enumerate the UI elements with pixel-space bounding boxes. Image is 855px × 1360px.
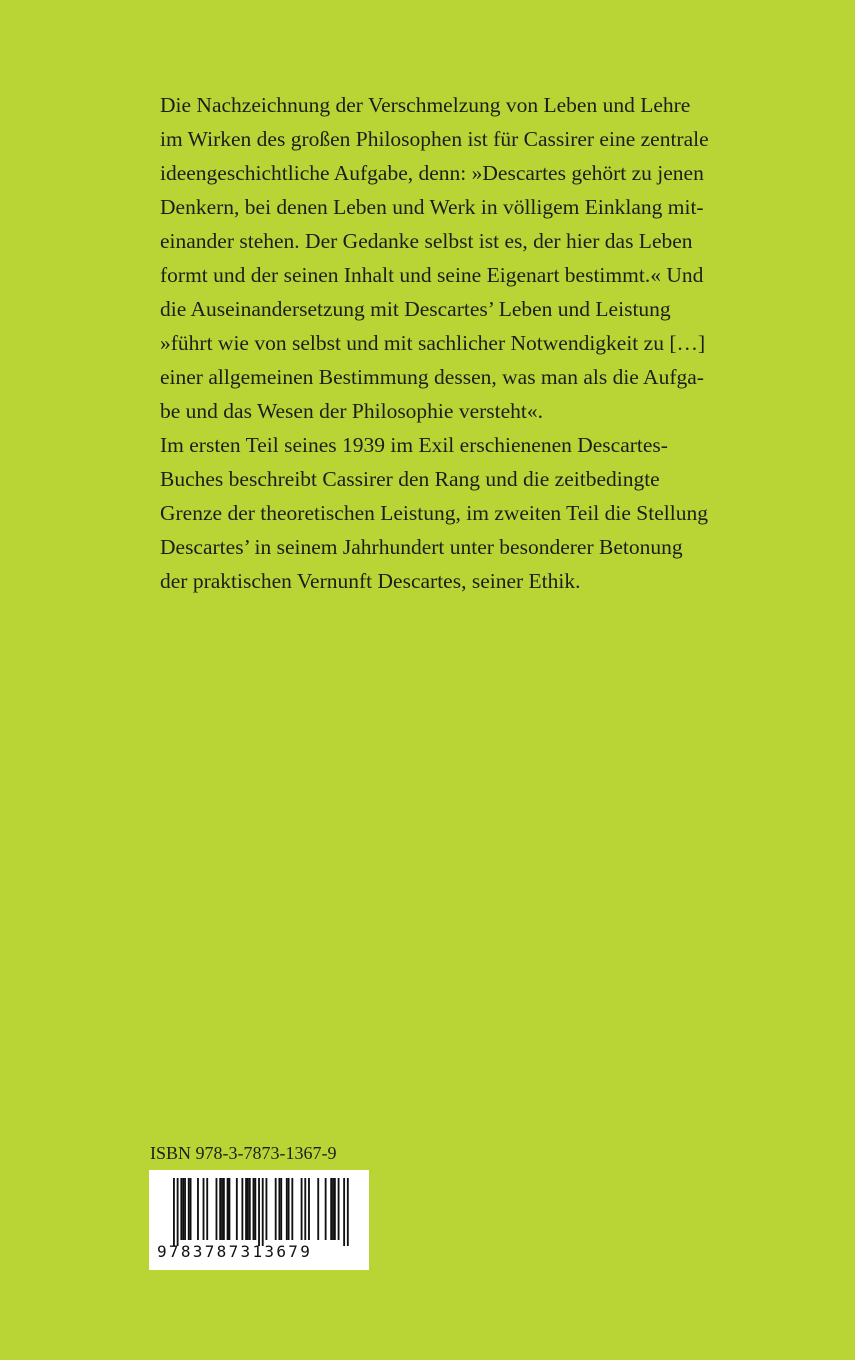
barcode-bar <box>227 1178 229 1240</box>
blurb-text <box>160 88 800 598</box>
barcode-bar <box>280 1178 282 1240</box>
blurb-line: »führt wie von selbst und mit sachlicher Notwendigkeit zu […] <box>160 331 706 355</box>
barcode-bar <box>338 1178 340 1240</box>
barcode-bar <box>184 1178 186 1240</box>
blurb-line: Denkern, bei denen Leben und Werk in völligem Einklang mit- <box>160 195 704 219</box>
blurb-line: be und das Wesen der Philosophie versteht«. <box>160 399 544 423</box>
barcode-bar <box>332 1178 334 1240</box>
barcode-bar <box>203 1178 205 1240</box>
barcode-bar <box>197 1178 199 1240</box>
barcode-bar <box>236 1178 238 1240</box>
barcode-bar <box>173 1178 175 1246</box>
barcode-bar <box>308 1178 310 1240</box>
blurb-line: Descartes’ in seinem Jahrhundert unter besonderer Betonung <box>160 535 683 559</box>
barcode-bar <box>275 1178 277 1240</box>
barcode-bar <box>266 1178 268 1240</box>
barcode-bar <box>253 1178 255 1240</box>
barcode-bar <box>177 1178 179 1246</box>
blurb-line: ideengeschichtliche Aufgabe, denn: »Descartes gehört zu jenen <box>160 161 704 185</box>
blurb-line: die Auseinandersetzung mit Descartes’ Leben und Leistung <box>160 297 671 321</box>
barcode-bar <box>286 1178 288 1240</box>
barcode-bar <box>219 1178 221 1240</box>
barcode-bar <box>229 1178 231 1240</box>
blurb-line: Buches beschreibt Cassirer den Rang und die zeitbedingte <box>160 467 660 491</box>
barcode-bar <box>301 1178 303 1240</box>
barcode-bar <box>334 1178 336 1240</box>
blurb-line: Im ersten Teil seines 1939 im Exil erschienenen Descartes- <box>160 433 668 457</box>
blurb-line: Die Nachzeichnung der Verschmelzung von Leben und Lehre <box>160 93 691 117</box>
barcode-bar <box>317 1178 319 1240</box>
barcode-bar <box>221 1178 223 1240</box>
barcode <box>149 1170 369 1270</box>
barcode-bar <box>325 1178 327 1240</box>
barcode-bar <box>206 1178 208 1240</box>
barcode-bar <box>330 1178 332 1240</box>
blurb-line: einer allgemeinen Bestimmung dessen, was man als die Aufga- <box>160 365 704 389</box>
barcode-bar <box>291 1178 293 1240</box>
barcode-bar <box>278 1178 280 1240</box>
barcode-bar <box>304 1178 306 1240</box>
barcode-bar <box>254 1178 256 1240</box>
blurb-line: formt und der seinen Inhalt und seine Eigenart bestimmt.« Und <box>160 263 704 287</box>
barcode-bar <box>190 1178 192 1240</box>
blurb-line: im Wirken des großen Philosophen ist für Cassirer eine zentrale <box>160 127 709 151</box>
barcode-bar <box>216 1178 218 1240</box>
barcode-bar <box>347 1178 349 1246</box>
barcode-bar <box>188 1178 190 1240</box>
blurb-line: der praktischen Vernunft Descartes, seiner Ethik. <box>160 569 581 593</box>
barcode-bar <box>258 1178 260 1246</box>
barcode-bar <box>245 1178 247 1240</box>
barcode-digits: 9783787313679 <box>157 1242 313 1261</box>
blurb-line: einander stehen. Der Gedanke selbst ist es, der hier das Leben <box>160 229 693 253</box>
barcode-bar <box>182 1178 184 1240</box>
isbn-label: ISBN 978-3-7873-1367-9 <box>150 1143 337 1163</box>
barcode-bar <box>288 1178 290 1240</box>
barcode-bar <box>262 1178 264 1246</box>
barcode-bar <box>343 1178 345 1246</box>
blurb-line: Grenze der theoretischen Leistung, im zweiten Teil die Stellung <box>160 501 708 525</box>
barcode-bar <box>223 1178 225 1240</box>
barcode-bar <box>241 1178 243 1240</box>
barcode-bar <box>180 1178 182 1240</box>
barcode-bar <box>247 1178 249 1240</box>
barcode-bar <box>249 1178 251 1240</box>
